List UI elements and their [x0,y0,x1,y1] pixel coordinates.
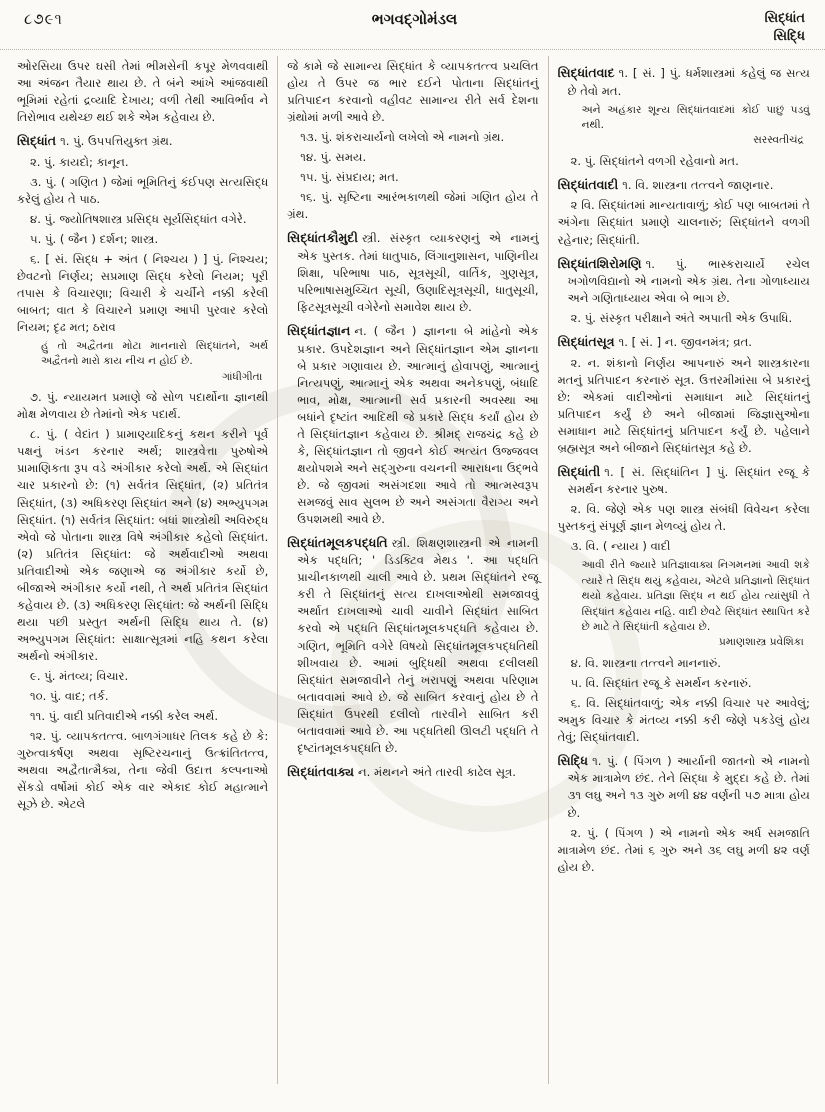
citation-source: સરસ્વતીચંદ્ર [753,134,804,147]
sense-item: ૧૫. પું. સંપ્રદાય; મત. [300,170,399,185]
headword: સિદ્ધાંતી [557,463,601,479]
column-3 [549,56,819,1084]
sense-item: ૨. પું. કાયદો; કાનૂન. [30,154,129,169]
sense-item: ૧૩. પું. શંકરાચાર્યનો લખેલો એ નામનો ગ્રંથ. [300,130,505,145]
entry-text: ૧. [ સં. સિદ્ધાંતિન ] પું. સિદ્ધાંત રજૂ કે સમર્થન કરનાર પુરુષ. [567,464,810,497]
sense-item: ૩. વિ. ( ન્યાય ) વાદી [570,539,671,554]
citation-quote: આવી રીતે જ્યારે પ્રતિજ્ઞાવાક્ય નિગમનમાં આવી શકે ત્યારે તે સિદ્ધ થયું કહેવાય, એટલે પ્રતિજ્ઞાનો સિદ્ધાંત થયો કહેવાય. પ્રતિજ્ઞા સિદ્ધ ન થઈ હોય ત્યાંસુધી તે સિદ્ધાંત કહેવાય નહિ. વાદી છેવટે સિદ્ધાંત સ્થાપિત કરે છે માટે તે સિદ્ધાંતી કહેવાય છે. [581,559,810,633]
page-header [0,0,825,50]
citation-quote: અને અહંકાર શૂન્ય સિદ્ધાંતવાદમાં કોઈ પાછું પડવું નથી. [581,103,810,131]
dict-entry [558,463,810,499]
citation-quote: હું તો અદ્વૈતના મોટા માનનારો સિદ્ધાંતને, અર્થ અદ્વૈતનો મારો કાય નીચ ન હોઈ છે. [41,340,269,368]
text-columns [0,50,825,1092]
sense-item: ૨. વિ. જેણે એક પણ શાસ્ત્ર સંબંધી વિવેચન કરેલા પુસ્તકનું સંપૂર્ણ જ્ઞાન મેળવ્યું હોય તે. [557,502,810,534]
sense-item: ૨. ન. શંકાનો નિર્ણય આપનારું અને શાસ્ત્રકારના મતનું પ્રતિપાદન કરનારું સૂત્ર. ઉત્તરમીમાંસા બે પ્રકારનું છે: એકમાં વાદીઓનાં સમાધાન માટે સિદ્ધાંતનું પ્રતિપાદન કર્યું છે અને બીજામાં જિજ્ઞાસુઓના સમાધાન માટે સિદ્ધાંતનું પ્રતિપાદન કર્યું છે. પહેલાને બ્રહ્મસૂત્ર અને બીજાને સિદ્ધાંતસૂત્ર કહે છે. [557,355,810,455]
entry-text: ન. મંથનને અંતે તારવી કાઢેલ સૂત્ર. [358,764,516,779]
headword: સિદ્ધાંતજ્ઞાન [287,323,351,338]
citation-source: ગાંધીગીતા [222,370,263,383]
headword: સિદ્ધાંતકૌમુદી [287,230,359,246]
column-2 [278,56,548,1084]
sense-item: ૧૪. પું. સમય. [300,150,367,165]
sense-item: ૪. વિ. શાસ્ત્રના તત્ત્વને માનનારું. [570,655,721,670]
dict-entry [287,322,538,528]
sense-item: ૨ વિ. સિદ્ધાંતમાં માન્યતાવાળું; કોઈ પણ બાબતમાં તે અંગેના સિદ્ધાંત પ્રમાણે ચાલનારું; સિદ્ધાંતને વળગી રહેનાર; સિદ્ધાંતી. [557,198,810,247]
sense-item: ૧૨. પું. વ્યાપકતત્ત્વ. બાળગંગાધર તિલક કહે છે કે: ગુરુત્વાકર્ષણ અથવા સૃષ્ટિરચનાનું ઉત્ક્રાંતિતત્ત્વ, અથવા અદ્વૈતાત્મૈક્ય, તેના જેવી ઉદાત્ત કલ્પનાઓ સેંકડો વર્ષોમાં કોઈ એક વાર એકાદ કોઈ મહાત્માને સૂઝે છે. એટલે [17,728,269,812]
sense-item: ૬. વિ. સિદ્ધાંતવાળું; એક નક્કી વિચાર પર આવેલું; અમુક વિચાર કે મંતવ્ય નક્કી કરી જેણે પકડેલું હોય તેવું; સિદ્ધાંતવાદી. [557,695,810,744]
sense-item: ૩. પું. ( ગણિત ) જેમાં ભૂમિતિનું કંઈપણ સત્યસિદ્ધ કરેલું હોય તે પાઠ. [17,174,269,206]
entry-text: સ્ત્રી. શિક્ષણશાસ્ત્રની એ નામની એક પદ્ધતિ; ' ડિડક્ટિવ મેથડ '. આ પદ્ધતિ પ્રાચીનકાળથી ચાલી આવે છે. પ્રથમ સિદ્ધાંતને રજૂ કરી તે સિદ્ધાંતનું સત્ય દાખલાઓથી સમજાવવું અર્થાત દાખલાઓ ચાવી ચાવીને સિદ્ધાંત સાબિત કરવો એ પદ્ધતિ સિદ્ધાંતમૂલકપદ્ધતિ કહેવાય છે. ગણિત, ભૂમિતિ વગેરે વિષયો સિદ્ધાંતમૂલકપદ્ધતિથી શીખવાય છે. આમાં બુદ્ધિથી અથવા દલીલથી સિદ્ધાંત સમજાવીને તેનું ખરાપણું અથવા પરિણામ બતાવવામાં આવે છે. જે સાબિત કરવાનું હોય છે તે સિદ્ધાંત ઉપરથી દલીલો તારવીને સાબિત કરી બતાવવામાં આવે છે. આ પદ્ધતિથી ઊલટી પદ્ધતિ તે દૃષ્ટાંતમૂલકપદ્ધતિ છે. [297,535,539,755]
headword: સિદ્ધાંતશિરોમણિ [557,255,642,271]
dict-entry [558,255,810,308]
guide-word-bottom: સિદ્ધિ [773,28,805,44]
entry-text: ૧. [ સં. ] ન. જીવનમંત્ર; વ્રત. [618,335,752,350]
dict-entry [558,64,810,100]
dict-entry [287,534,538,757]
sense-item: ૯. પું. મંતવ્ય; વિચાર. [30,668,129,683]
book-title: ભગવદ્ગોમંડલ [371,10,458,28]
entry-text: ૧. પું. ઉપપત્તિયુક્ત ગ્રંથ. [60,134,173,149]
citation-source: પ્રમાણશાસ્ત્ર પ્રવેશિકા [719,636,804,649]
headword: સિદ્ધિ [557,752,589,768]
sense-item: ૫. પું. ( જૈન ) દર્શન; શાસ્ત્ર. [30,231,159,246]
dict-entry [17,132,268,151]
entry-text: ૧. પું. ( પિંગળ ) આર્યાની જાતનો એ નામનો એક માત્રામેળ છંદ. તેને સિદ્ધા કે મુદ્દા કહે છે. તેમાં ૩૧ લઘુ અને ૧૩ ગુરુ મળી ૪૪ વર્ણની ૫૭ માત્રા હોય છે. [567,753,810,820]
headword: સિદ્ધાંતસૂત્ર [557,334,615,350]
headword: સિદ્ધાંતવાક્ય [287,763,355,779]
sense-item: ૧૧. પું. વાદી પ્રતિવાદીએ નક્કી કરેલ અર્થ. [30,708,219,723]
sense-item: ૧૦. પું. વાદ; તર્ક. [30,688,109,703]
dict-entry [558,176,810,195]
entry-text: ૧. પું. ભાસ્કરાચાર્યે રચેલ ખગોળવિદ્યાનો એ નામનો એક ગ્રંથ. તેના ગોળાધ્યાય અને ગણિતાધ્યાય એવા બે ભાગ છે. [567,256,810,306]
headword: સિદ્ધાંતવાદ [557,65,615,81]
sense-item: ૧૬. પું. સૃષ્ટિના આરંભકાળથી જેમાં ગણિત હોય તે ગ્રંથ. [287,190,539,222]
dict-entry [287,229,538,316]
dict-entry [287,763,538,782]
entry-text: ૧. [ સં. ] પું. ધર્મશાસ્ત્રમાં કહેલું જ સત્ય છે તેવો મત. [567,66,810,98]
dict-entry [558,752,810,822]
column-1 [8,56,278,1084]
page-number: ૮૭૯૧ [24,10,63,28]
sense-item: ૬. [ સં. સિદ્ધ + અંત ( નિશ્ચય ) ] પું. નિશ્ચય; છેવટનો નિર્ણય; સપ્રમાણ સિદ્ધ કરેલો નિયમ; પૂરી તપાસ કે વિચારણા; વિચારી કે ચર્ચીને નક્કી કરેલી બાબત; વાત કે વિચારને પ્રમાણ આપી પુરવાર કરેલો નિયમ; દૃઢ મત; ઠરાવ [17,251,269,334]
sense-item: ૨. પું. સિદ્ધાંતને વળગી રહેવાનો મત. [570,153,739,168]
sense-item: ૨. પું. ( પિંગળ ) એ નામનો એક અર્ધ સમજાતિ માત્રામેળ છંદ. તેમાં ૬ ગુરુ અને ૩૬ લઘુ મળી ૪૨ વર્ણ હોય છે. [557,825,810,874]
guide-word-top: સિદ્ધાંત [764,11,805,26]
sense-item: ૮. પું. ( વેદાંત ) પ્રામાણ્યાદિકનું કથન કરીને પૂર્વ પક્ષનું ખંડન કરનાર અર્થ; શાસ્ત્રવેત્તા પુરુષોએ પ્રામાણિકતા રૂપ વડે અંગીકાર કરેલો અર્થ. એ સિદ્ધાંત ચાર પ્રકારનો છે: (૧) સર્વતંત્ર સિદ્ધાંત, (૨) પ્રતિતંત્ર સિદ્ધાંત, (૩) અધિકરણ સિદ્ધાંત અને (૪) અભ્યુપગમ સિદ્ધાંત. (૧) સર્વતંત્ર સિદ્ધાંત: બધાં શાસ્ત્રોથી અવિરુદ્ધ એવો જે પોતાના શાસ્ત્ર વિષે અંગીકાર કહેલો સિદ્ધાંત. (૨) પ્રતિતંત્ર સિદ્ધાંત: જે અર્થવાદીઓ અથવા પ્રતિવાદીઓ એક જણાએ જ અંગીકાર કર્યો છે, બીજાએ અંગીકાર કર્યો નથી, તે અર્થ પ્રતિતંત્ર સિદ્ધાંત કહેવાય છે. (૩) અધિકરણ સિદ્ધાંત: જે અર્થની સિદ્ધિ થયા પછી પ્રસ્તુત અર્થની સિદ્ધિ થાય તે. (૪) અભ્યુપગમ સિદ્ધાંત: સાક્ષાત્સૂત્રમાં નહિ કથન કરેલા અર્થનો અંગીકાર. [17,427,269,663]
sense-item: ૭. પું. ન્યાયમત પ્રમાણે જે સોળ પદાર્થોના જ્ઞાનથી મોક્ષ મેળવાય છે તેમાંનો એક પદાર્થ. [17,390,269,422]
continuation-paragraph: જે કામે જે સામાન્ય સિદ્ધાંત કે વ્યાપકતત્ત્વ પ્રચલિત હોય તે ઉપર જ ભાર દઈને પોતાના સિદ્ધાંતનું પ્રતિપાદન કરવાનો વહીવટ સામાન્ય રીતે સર્વ દેશના ગ્રંથોમાં મળી આવે છે. [287,59,539,125]
headword: સિદ્ધાંતવાદી [557,176,619,192]
headword: સિદ્ધાંત [17,133,57,149]
sense-item: ૫. વિ. સિદ્ધાંત રજૂ કે સમર્થન કરનારું. [570,675,752,690]
entry-text: ન. ( જૈન ) જ્ઞાનના બે માંહેનો એક પ્રકાર. ઉપદેશજ્ઞાન અને સિદ્ધાંતજ્ઞાન એમ જ્ઞાનના બે પ્રકાર ગણાવાય છે. આત્માનું હોવાપણું, આત્માનું નિત્યપણું, આત્માનું એક અથવા અનેકપણું, બંધાદિ ભાવ, મોક્ષ, આત્માની સર્વ પ્રકારની અવસ્થા આ બધાંને દૃષ્ટાંત આદિથી જે પ્રકારે સિદ્ધ કર્યાં હોય છે તે સિદ્ધાંતજ્ઞાન કહેવાય છે. શ્રીમદ્ રાજચંદ્ર કહે છે કે, સિદ્ધાંતજ્ઞાન તો જીવને કોઈ અત્યંત ઉજ્જવલ ક્ષયોપશમે અને સદ્ગુરુના વચનની આરાધના ઉદ્ભવે છે. જે જીવમાં અસંગદશા આવે તો આત્મસ્વરૂપ સમજવું સાવ સુલભ છે અને અસંગતા વૈરાગ્ય અને ઉપશમથી આવે છે. [297,324,539,526]
sense-item: ૨. પું. સંસ્કૃત પરીક્ષાને અંતે અપાતી એક ઉપાધિ. [570,311,793,326]
entry-text: ૧. વિ. શાસ્ત્રના તત્ત્વને જાણનાર. [622,177,774,192]
headword: સિદ્ધાંતમૂલકપદ્ધતિ [287,534,388,550]
guide-words [685,10,805,45]
dict-entry [558,333,810,352]
entry-text: સ્ત્રી. સંસ્કૃત વ્યાકરણનું એ નામનું એક પુસ્તક. તેમાં ધાતુપાઠ, લિંગાનુશાસન, પાણિનીય શિક્ષા, પરિભાષા પાઠ, સૂત્રસૂચી, વાર્તિક, ગુણસૂત્ર, પરિભાષાસમુચ્ચિત સૂચી, ઉણાદિસૂત્રસૂચી, ધાતુસૂચી, ફિટસૂત્રસૂચી વગેરેનો સમાવેશ થાય છે. [297,231,539,314]
sense-item: ૪. પું. જ્યોતિષશાસ્ત્ર પ્રસિદ્ધ સૂર્યસિદ્ધાંત વગેરે. [30,211,247,226]
continuation-paragraph: ઓરસિયા ઉપર ઘસી તેમાં ભીમસેની કપૂર મેળવવાથી આ અંજન તૈયાર થાય છે. તે બંને આંખે આંજવાથી ભૂમિમાં રહેતાં દ્રવ્યાદિ દેખાય; વળી તેથી આવિર્ભાવ ને તિરોભાવ યથેચ્છ થઈ શકે એમ કહેવાય છે. [17,59,269,125]
